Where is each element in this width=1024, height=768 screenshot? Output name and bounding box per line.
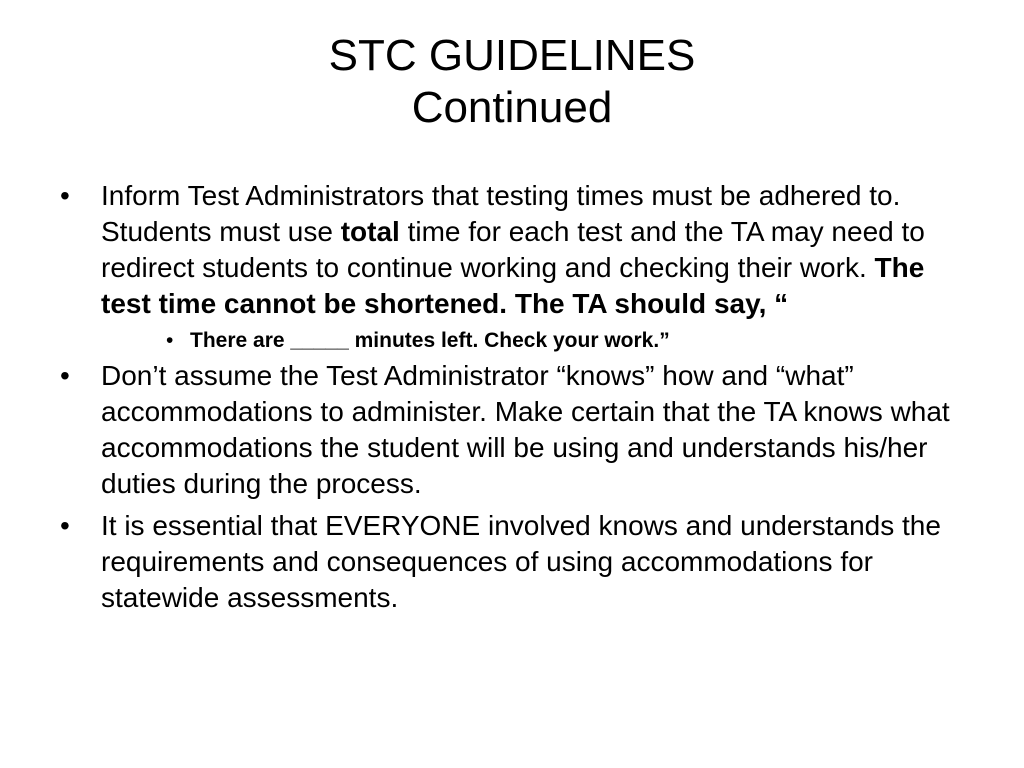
bullet-icon: • bbox=[60, 360, 70, 391]
bullet-1-emphasis-statement: The test time cannot be shortened. The TA should say, “ bbox=[101, 252, 925, 319]
slide-title bbox=[0, 30, 1024, 134]
title-line-1: STC GUIDELINES bbox=[328, 31, 696, 80]
bullet-icon: • bbox=[60, 180, 70, 211]
bullet-1-text bbox=[101, 180, 925, 319]
bullet-3-text: It is essential that EVERYONE involved knows and understands the requirements and consequences of using accommodations for statewide assessments. bbox=[101, 510, 941, 613]
slide-content bbox=[56, 178, 976, 616]
bullet-icon: • bbox=[60, 510, 70, 541]
bullet-item-1 bbox=[56, 178, 976, 322]
bullet-item-3 bbox=[56, 508, 976, 616]
bullet-1-part-1: Inform Test Administrators that testing times must be adhered to. Students must use bbox=[101, 180, 901, 247]
bullet-1-emphasis-total: total bbox=[340, 216, 400, 247]
sub-bullet-text: There are _____ minutes left. Check your work.” bbox=[190, 329, 670, 352]
bullet-item-2 bbox=[56, 358, 976, 502]
sub-bullet-icon: • bbox=[166, 329, 174, 352]
sub-bullet-item bbox=[166, 326, 976, 356]
bullet-2-text: Don’t assume the Test Administrator “knows” how and “what” accommodations to administer. Make certain that the TA knows what accommodations the student will be using and understands his/her duties during the process. bbox=[101, 360, 950, 499]
title-line-2: Continued bbox=[411, 83, 613, 132]
bullet-1-part-3: time for each test and the TA may need to redirect students to continue working and checking their work. bbox=[101, 216, 925, 283]
